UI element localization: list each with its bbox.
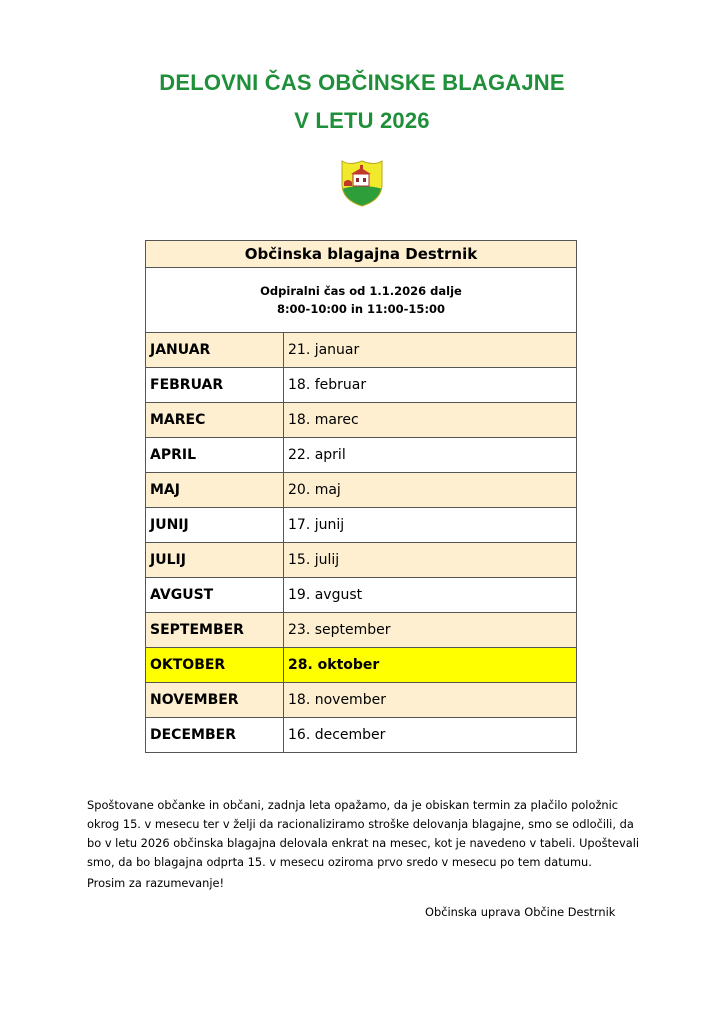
table-row [146,508,577,543]
date-cell: 21. januar [284,333,577,368]
table-row [146,683,577,718]
table-row [146,473,577,508]
month-cell: JUNIJ [146,508,284,543]
table-row-highlighted [146,648,577,683]
month-cell: APRIL [146,438,284,473]
table-row [146,403,577,438]
notice-paragraph: Spoštovane občanke in občani, zadnja leta opažamo, da je obiskan termin za plačilo položnic okrog 15. v mesecu ter v želji da racionaliziramo stroške delovanja blagajne, smo se odločili, da bo v letu 2026 občinska blagajna delovala enkrat na mesec, kot je navedeno v tabeli. Upoštevali smo, da bo blagajna odprta 15. v mesecu oziroma prvo sredo v mesecu po tem datumu. [87,798,640,869]
month-cell: JANUAR [146,333,284,368]
coat-of-arms-icon [338,158,386,208]
opening-hours [146,268,577,333]
table-row [146,578,577,613]
date-cell: 18. februar [284,368,577,403]
opening-hours-from: Odpiralni čas od 1.1.2026 dalje [260,284,462,298]
month-cell: AVGUST [146,578,284,613]
month-cell: DECEMBER [146,718,284,753]
date-cell: 22. april [284,438,577,473]
date-cell: 17. junij [284,508,577,543]
month-cell: JULIJ [146,543,284,578]
date-cell: 28. oktober [284,648,577,683]
schedule-table [145,240,577,753]
table-row [146,368,577,403]
page-title-line1: DELOVNI ČAS OBČINSKE BLAGAJNE [159,70,565,95]
table-row [146,333,577,368]
month-cell: NOVEMBER [146,683,284,718]
table-row [146,438,577,473]
opening-hours-times: 8:00-10:00 in 11:00-15:00 [276,302,446,316]
date-cell: 18. november [284,683,577,718]
month-cell: OKTOBER [146,648,284,683]
month-cell: SEPTEMBER [146,613,284,648]
date-cell: 18. marec [284,403,577,438]
table-row [146,613,577,648]
month-cell: MAJ [146,473,284,508]
date-cell: 23. september [284,613,577,648]
date-cell: 16. december [284,718,577,753]
thanks-text: Prosim za razumevanje! [87,876,225,890]
table-row [146,543,577,578]
month-cell: FEBRUAR [146,368,284,403]
month-cell: MAREC [146,403,284,438]
table-header: Občinska blagajna Destrnik [146,241,577,268]
date-cell: 19. avgust [284,578,577,613]
page-title-line2: V LETU 2026 [294,108,430,133]
table-row [146,718,577,753]
date-cell: 15. julij [284,543,577,578]
signature: Občinska uprava Občine Destrnik [425,905,616,919]
date-cell: 20. maj [284,473,577,508]
